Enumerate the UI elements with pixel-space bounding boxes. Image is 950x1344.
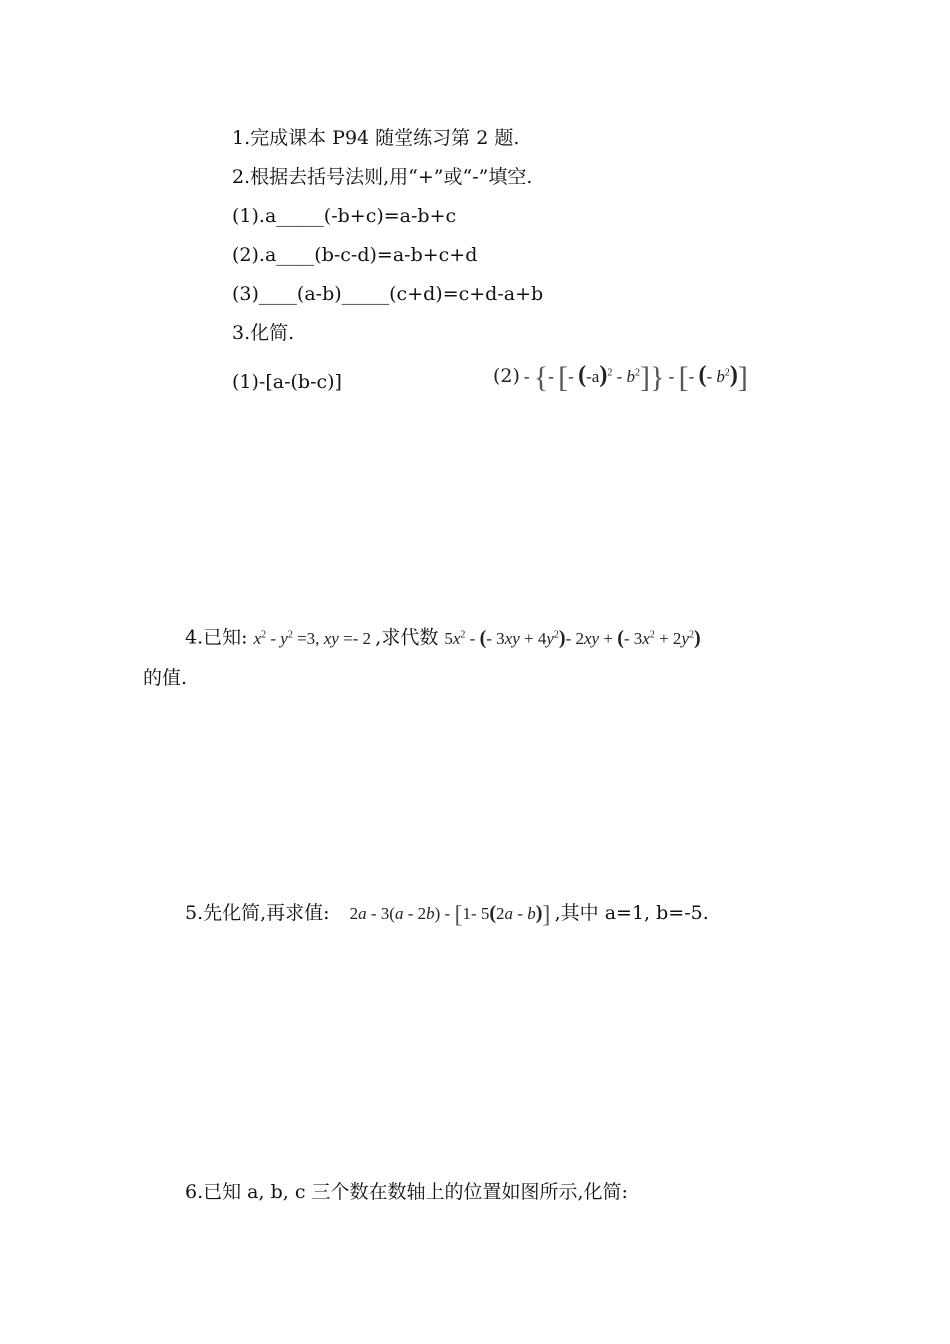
item-5-label: 5.先化简,再求值: — [185, 902, 330, 924]
item-4-end: 的值. — [143, 667, 188, 689]
item-2-1: (1).a_____(-b+c)=a-b+c — [232, 205, 457, 227]
item-3-1: (1)-[a-(b-c)] — [232, 371, 342, 393]
item-4 — [185, 623, 701, 651]
item-4-given: $x^2 - y^2 =3$, xy =- 2 — [253, 628, 376, 648]
item-4-expression: $5x^2$ - (- $3xy + 4y^2)-$ 2xy + (- $3x^2 + 2y^2$) — [444, 626, 701, 649]
item-4-mid: ,求代数 — [375, 626, 439, 649]
item-5-expression: 2a - 3(a - 2b) - [1- 5(2a - b)] — [349, 902, 551, 928]
item-5-end: ,其中 a=1, b=-5. — [554, 902, 709, 924]
item-3: 3.化简. — [232, 322, 295, 344]
item-4-label: 4.已知: — [185, 626, 248, 649]
item-6: 6.已知 a, b, c 三个数在数轴上的位置如图所示,化简: — [185, 1181, 628, 1203]
item-2-3: (3)____(a-b)_____(c+d)=c+d-a+b — [232, 283, 544, 305]
item-5 — [185, 901, 709, 926]
item-3-2-formula: - {- [- $(-a)^2 - b^2$]} - [- (- $b^2$)] — [523, 361, 748, 394]
item-3-2-label: (2) — [493, 365, 520, 387]
item-3-2 — [493, 362, 748, 392]
item-2-2: (2).a____(b-c-d)=a-b+c+d — [232, 244, 478, 266]
item-1: 1.完成课本 P94 随堂练习第 2 题. — [232, 127, 520, 149]
item-2: 2.根据去括号法则,用“+”或“-”填空. — [232, 166, 533, 188]
